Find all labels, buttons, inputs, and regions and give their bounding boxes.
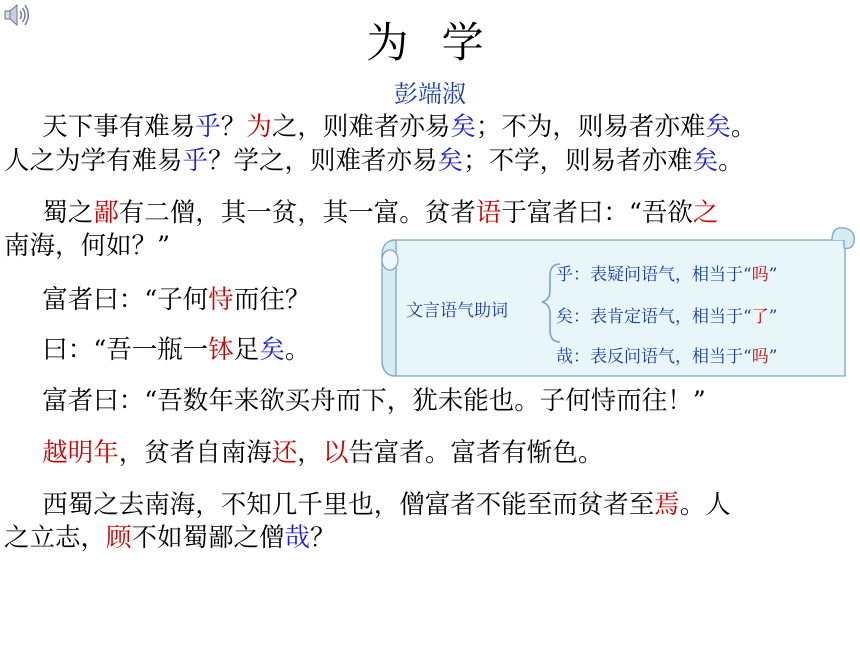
- paragraph-6: 越明年，贫者自南海还，以告富者。富者有惭色。: [42, 438, 604, 468]
- paragraph-1-line-2: 人之为学有难易乎？学之，则难者亦易矣；不学，则易者亦难矣。: [4, 146, 744, 176]
- paragraph-4: 曰：“吾一瓶一钵足矣。: [42, 335, 311, 365]
- paragraph-2-line-1: 蜀之鄙有二僧，其一贫，其一富。贫者语于富者曰：“吾欲之: [42, 198, 719, 228]
- page-title: 为 学: [366, 18, 494, 67]
- author-name: 彭端淑: [394, 80, 466, 108]
- note-item-2: 矣：表肯定语气，相当于“了”: [556, 307, 778, 327]
- note-item-1: 乎：表疑问语气，相当于“吗”: [556, 265, 778, 285]
- paragraph-2-line-2: 南海，何如？”: [4, 231, 171, 261]
- note-item-3: 哉：表反问语气，相当于“吗”: [556, 347, 778, 367]
- paragraph-1-line-1: 天下事有难易乎？为之，则难者亦易矣；不为，则易者亦难矣。: [42, 112, 757, 142]
- paragraph-3: 富者曰：“子何恃而往？: [42, 285, 311, 315]
- paragraph-7-line-2: 之立志，顾不如蜀鄙之僧哉？: [4, 523, 336, 553]
- paragraph-5: 富者曰：“吾数年来欲买舟而下，犹未能也。子何恃而往！”: [42, 386, 706, 416]
- paragraph-7-line-1: 西蜀之去南海，不知几千里也，僧富者不能至而贫者至焉。人: [42, 490, 731, 520]
- note-label: 文言语气助词: [406, 301, 508, 321]
